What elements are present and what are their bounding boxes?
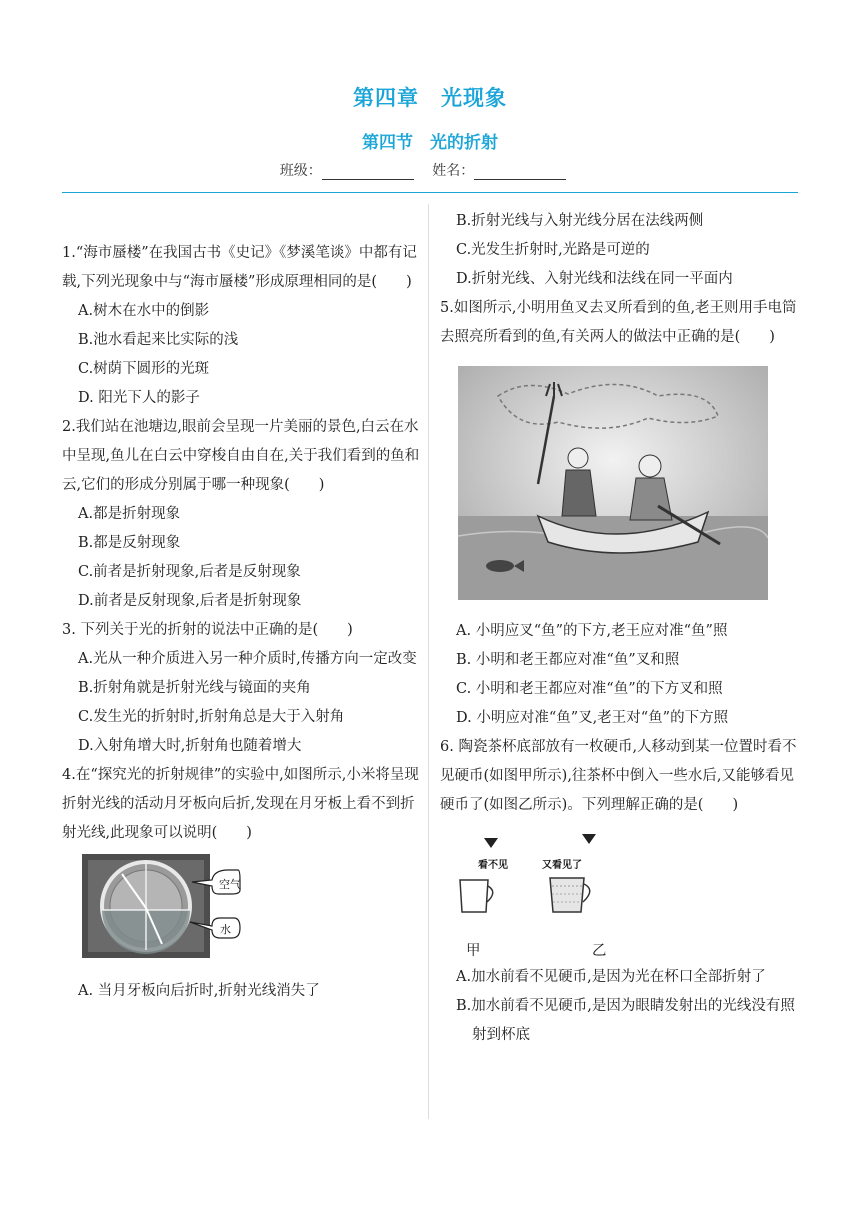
fishing-boat-figure: [458, 366, 798, 611]
column-divider: [428, 204, 429, 1119]
left-column: [62, 239, 422, 1006]
q4-option-d[interactable]: D.折射光线、入射光线和法线在同一平面内: [456, 271, 733, 287]
question-3: [62, 616, 422, 761]
question-2-stem: 2.我们站在池塘边,眼前会呈现一片美丽的景色,白云在水中呈现,鱼儿在白云中穿梭自由自在,关于我们看到的鱼和云,它们的形成分别属于哪一种现象( ): [62, 419, 420, 493]
fishing-boat-illustration: [458, 366, 768, 600]
q1-option-d[interactable]: D. 阳光下人的影子: [78, 390, 200, 406]
question-4: [62, 761, 422, 1006]
figure-label-seen-again: 又看见了: [542, 860, 582, 871]
q5-option-a[interactable]: A. 小明应叉“鱼”的下方,老王应对准“鱼”照: [456, 623, 728, 639]
panel-label-jia: 甲: [466, 943, 481, 959]
figure-label-water: 水: [220, 923, 231, 936]
question-2: [62, 413, 422, 616]
question-4-stem: 4.在“探究光的折射规律”的实验中,如图所示,小米将呈现折射光线的活动月牙板向后折,发现在月牙板上看不到折射光线,此现象可以说明( ): [62, 767, 419, 841]
class-label: 班级：: [279, 163, 322, 179]
q3-option-a[interactable]: A.光从一种介质进入另一种介质时,传播方向一定改变: [78, 651, 417, 667]
question-5: [440, 294, 798, 733]
q3-option-b[interactable]: B.折射角就是折射光线与镜面的夹角: [78, 680, 311, 696]
q1-option-b[interactable]: B.池水看起来比实际的浅: [78, 332, 239, 348]
q2-option-d[interactable]: D.前者是反射现象,后者是折射现象: [78, 593, 302, 609]
name-input-blank[interactable]: [474, 163, 566, 180]
question-5-stem: 5.如图所示,小明用鱼叉去叉所看到的鱼,老王则用手电筒去照亮所看到的鱼,有关两人的做法中正确的是( ): [440, 300, 797, 345]
q6-option-a[interactable]: A.加水前看不见硬币,是因为光在杯口全部折射了: [456, 969, 766, 985]
header-rule: [62, 192, 798, 193]
question-6-stem: 6. 陶瓷茶杯底部放有一枚硬币,人移动到某一位置时看不见硬币(如图甲所示),往茶杯中倒入一些水后,又能够看见硬币了(如图乙所示)。下列理解正确的是( ): [440, 739, 797, 813]
name-label: 姓名：: [432, 163, 475, 179]
teacup-coin-illustration: [454, 828, 624, 920]
student-info-line: [0, 160, 860, 180]
question-1-stem: 1.“海市蜃楼”在我国古书《史记》《梦溪笔谈》中都有记载,下列光现象中与“海市蜃楼”形成原理相同的是( ): [62, 245, 417, 290]
q6-option-b[interactable]: B.加水前看不见硬币,是因为眼睛发射出的光线没有照射到杯底: [456, 998, 795, 1043]
figure-label-cannot-see: 看不见: [478, 860, 508, 871]
question-6: [440, 733, 798, 1050]
panel-label-yi: 乙: [592, 943, 607, 959]
q2-option-a[interactable]: A.都是折射现象: [78, 506, 181, 522]
question-3-stem: 3. 下列关于光的折射的说法中正确的是( ): [62, 622, 353, 638]
refraction-board-figure: [62, 852, 422, 971]
class-input-blank[interactable]: [322, 163, 414, 180]
right-column: [440, 207, 798, 1050]
q2-option-b[interactable]: B.都是反射现象: [78, 535, 181, 551]
figure-panel-labels: [440, 937, 798, 963]
figure-label-air: 空气: [219, 878, 241, 891]
q1-option-c[interactable]: C.树荫下圆形的光斑: [78, 361, 210, 377]
q5-option-d[interactable]: D. 小明应对准“鱼”叉,老王对“鱼”的下方照: [456, 710, 729, 726]
q4-option-a[interactable]: A. 当月牙板向后折时,折射光线消失了: [78, 983, 320, 999]
section-title: 第四节 光的折射: [362, 133, 498, 153]
q4-option-b[interactable]: B.折射光线与入射光线分居在法线两侧: [456, 213, 704, 229]
q5-option-c[interactable]: C. 小明和老王都应对准“鱼”的下方叉和照: [456, 681, 723, 697]
q3-option-d[interactable]: D.入射角增大时,折射角也随着增大: [78, 738, 302, 754]
q5-option-b[interactable]: B. 小明和老王都应对准“鱼”叉和照: [456, 652, 680, 668]
q2-option-c[interactable]: C.前者是折射现象,后者是反射现象: [78, 564, 301, 580]
refraction-board-illustration: [62, 852, 242, 960]
teacup-coin-figure: [454, 828, 798, 931]
question-1: [62, 239, 422, 413]
q4-option-c[interactable]: C.光发生折射时,光路是可逆的: [456, 242, 650, 258]
q1-option-a[interactable]: A.树木在水中的倒影: [78, 303, 210, 319]
chapter-title: 第四章 光现象: [353, 86, 507, 110]
q3-option-c[interactable]: C.发生光的折射时,折射角总是大于入射角: [78, 709, 345, 725]
